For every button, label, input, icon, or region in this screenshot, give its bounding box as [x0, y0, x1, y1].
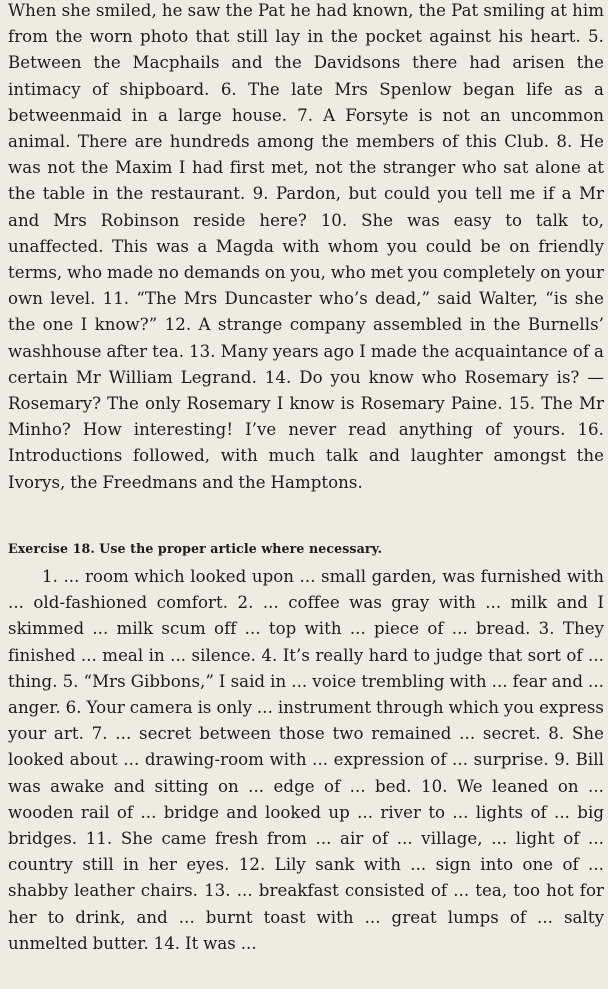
exercise-paragraph: 1. ... room which looked upon ... small garden, was furnished with ... old-fashioned comfort. 2. ... coffee was gray with ... milk and I skimmed ... milk scum off ... top with ... piece of ... bread. 3. They finished ... meal in ... silence. 4. It’s really hard to judge that sort of ... thing. 5. “Mrs Gibbons,” I said in ... voice trembling with ... fear and ... anger. 6. Your camera is only ... instrument through which you express your art. 7. ... secret between those two remained ... secret. 8. She looked about ... drawing-room with ... expression of ... surprise. 9. Bill was awake and sitting on ... edge of ... bed. 10. We leaned on ... wooden rail of ... bridge and looked up ... river to ... lights of ... big bridges. 11. She came fresh from ... air of ... village, ... light of ... country still in her eyes. 12. Lily sank with ... sign into one of ... shabby leather chairs. 13. ... breakfast consisted of ... tea, too hot for her to drink, and ... burnt toast with ... great lumps of ... salty unmelted butter. 14. It was ...: [8, 567, 604, 953]
continuation-paragraph: When she smiled, he saw the Pat he had known, the Pat smiling at him from the worn photo that still lay in the pocket against his heart. 5. Between the Macphails and the Davidsons there had arisen the intimacy of shipboard. 6. The late Mrs Spenlow began life as a betweenmaid in a large house. 7. A Forsyte is not an uncommon animal. There are hundreds among the members of this Club. 8. He was not the Maxim I had first met, not the stranger who sat alone at the table in the restaurant. 9. Pardon, but could you tell me if a Mr and Mrs Robinson reside here? 10. She was easy to talk to, unaffected. This was a Magda with whom you could be on friendly terms, who made no demands on you, who met you completely on your own level. 11. “The Mrs Duncaster who’s dead,” said Walter, “is she the one I know?” 12. A strange company assembled in the Burnells’ washhouse after tea. 13. Many years ago I made the acquaintance of a certain Mr William Legrand. 14. Do you know who Rosemary is? — Rosemary? The only Rosemary I know is Rosemary Paine. 15. The Mr Minho? How interesting! I’ve never read anything of yours. 16. Introductions followed, with much talk and laughter amongst the Ivorys, the Freedmans and the Hamptons.: [8, 1, 604, 492]
exercise-heading: Exercise 18. Use the proper article where necessary.: [8, 541, 383, 556]
